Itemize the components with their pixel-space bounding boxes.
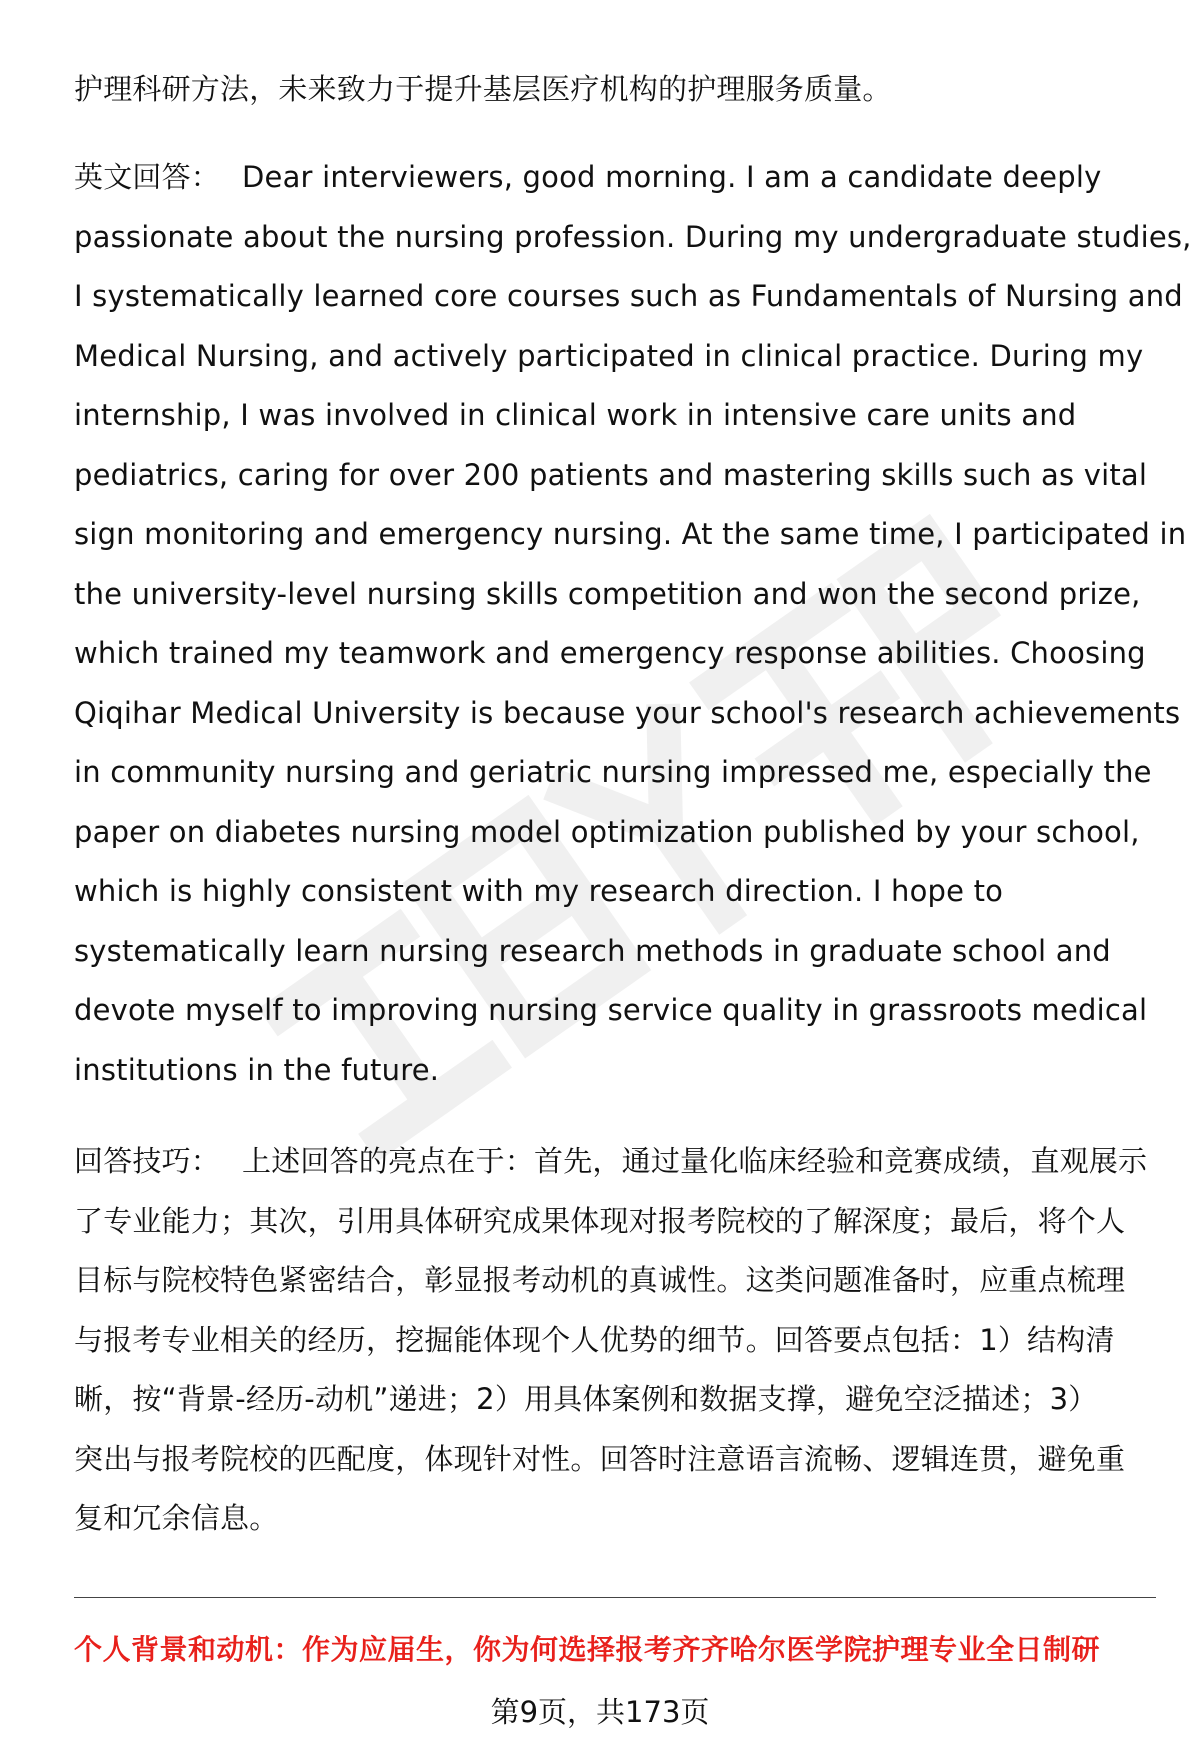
text-line: paper on diabetes nursing model optimization published by your school, <box>74 814 1140 849</box>
text-line: Medical Nursing, and actively participated in clinical practice. During my <box>74 338 1144 373</box>
text-line: 目标与院校特色紧密结合，彰显报考动机的真诚性。这类问题准备时，应重点梳理 <box>74 1263 1126 1297</box>
text-line: 与报考专业相关的经历，挖掘能体现个人优势的细节。回答要点包括：1）结构清 <box>74 1322 1115 1357</box>
text-line: which trained my teamwork and emergency response abilities. Choosing <box>74 636 1146 670</box>
text-line: 复和冗余信息。 <box>74 1501 279 1535</box>
text-line <box>74 1132 1154 1192</box>
text-line: sign monitoring and emergency nursing. At the same time, I participated in <box>74 517 1187 551</box>
text-line: 晰，按“背景-经历-动机”递进；2）用具体案例和数据支撑，避免空泛描述；3） <box>74 1382 1098 1416</box>
text-line-content: Dear interviewers, good morning. I am a candidate deeply <box>242 160 1102 194</box>
text-line: which is highly consistent with my research direction. I hope to <box>74 874 1004 908</box>
text-line: internship, I was involved in clinical work in intensive care units and <box>74 398 1077 432</box>
text-line: 了专业能力；其次，引用具体研究成果体现对报考院校的了解深度；最后，将个人 <box>74 1203 1126 1238</box>
section-divider <box>74 1597 1156 1598</box>
text-line: I systematically learned core courses such as Fundamentals of Nursing and <box>74 279 1183 313</box>
text-line-content: 上述回答的亮点在于：首先，通过量化临床经验和竞赛成绩，直观展示 <box>242 1144 1148 1178</box>
text-line: 突出与报考院校的匹配度，体现针对性。回答时注意语言流畅、逻辑连贯，避免重 <box>74 1441 1126 1476</box>
next-question-heading: 个人背景和动机：作为应届生，你为何选择报考齐齐哈尔医学院护理专业全日制研 <box>74 1633 1101 1666</box>
intro-paragraph-tail <box>74 60 1154 120</box>
tips-label: 回答技巧： <box>74 1144 221 1178</box>
text-line: Qiqihar Medical University is because your school's research achievements <box>74 695 1181 730</box>
text-line: in community nursing and geriatric nursing impressed me, especially the <box>74 755 1152 789</box>
text-line: passionate about the nursing profession. During my undergraduate studies, <box>74 219 1192 254</box>
english-answer-label: 英文回答： <box>74 160 221 194</box>
page-number: 第9页，共173页 <box>490 1695 710 1729</box>
text-line: institutions in the future. <box>74 1052 440 1087</box>
text-line: systematically learn nursing research methods in graduate school and <box>74 933 1111 968</box>
english-answer-paragraph <box>74 148 1192 1100</box>
text-line: pediatrics, caring for over 200 patients and mastering skills such as vital <box>74 457 1148 492</box>
text-line: 护理科研方法，未来致力于提升基层医疗机构的护理服务质量。 <box>74 72 892 106</box>
text-line <box>74 148 1154 208</box>
tips-paragraph <box>74 1132 1154 1549</box>
text-line: the university-level nursing skills competition and won the second prize, <box>74 576 1141 611</box>
text-line: devote myself to improving nursing service quality in grassroots medical <box>74 993 1148 1027</box>
